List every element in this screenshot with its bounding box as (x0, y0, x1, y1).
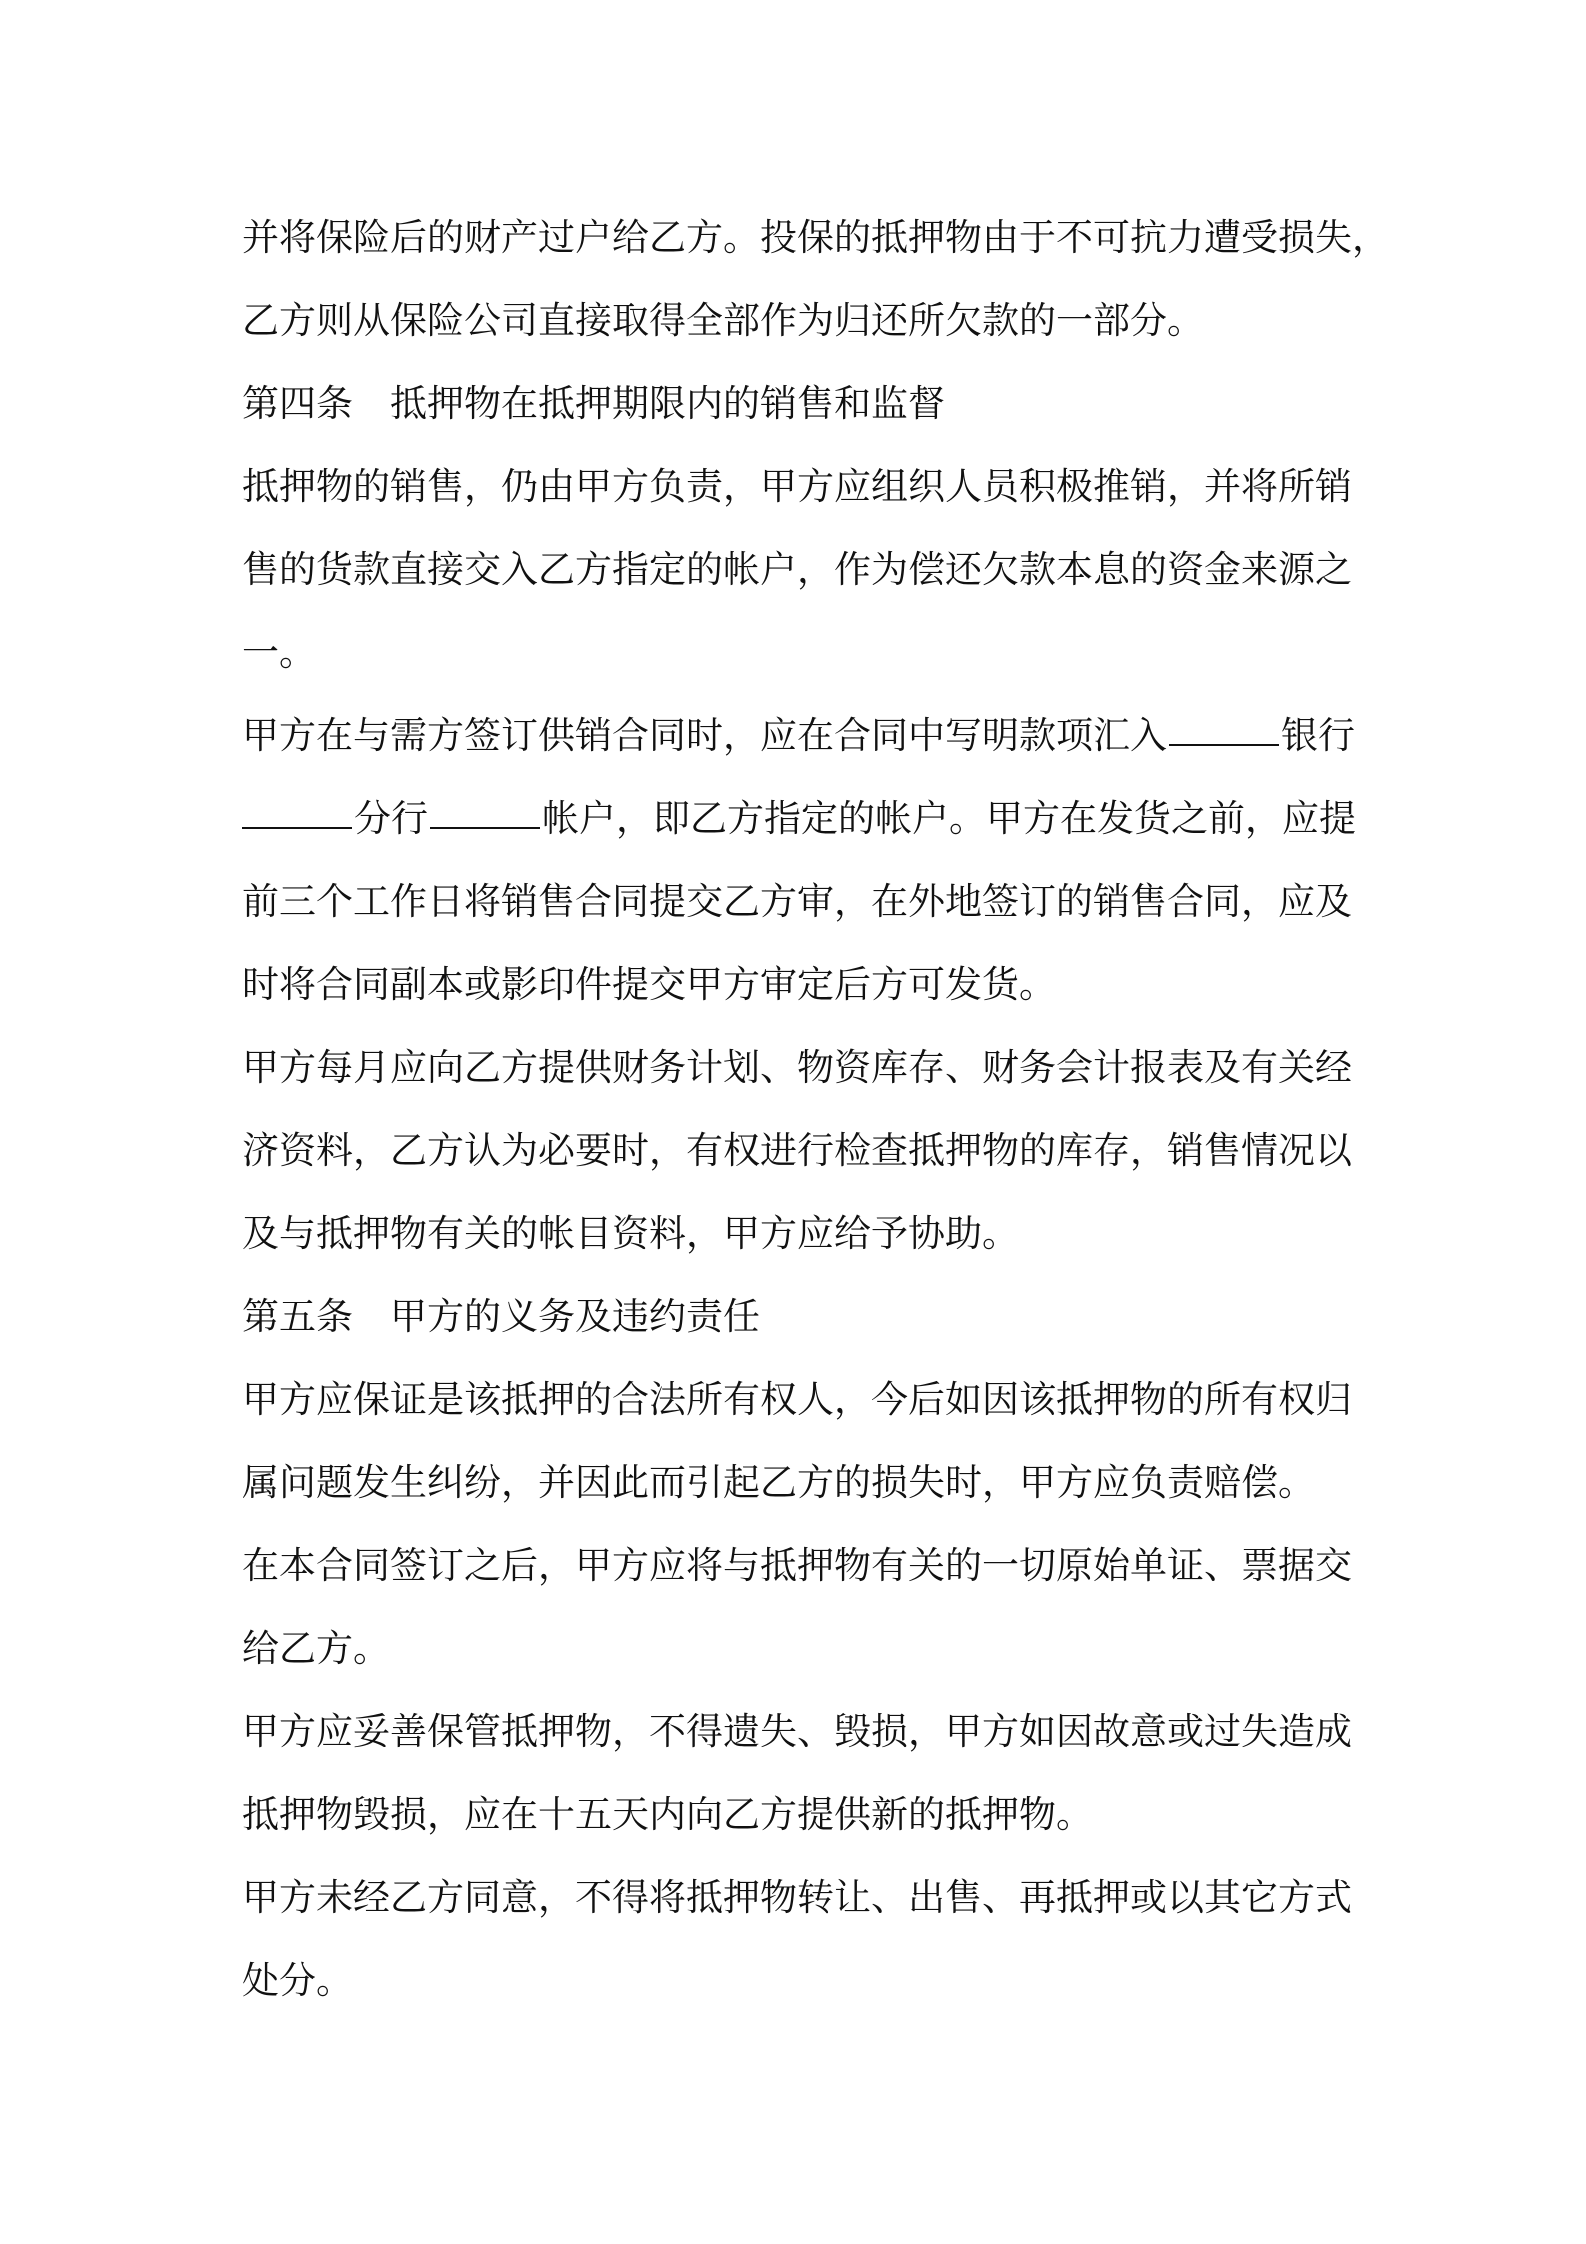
paragraph-line: 及与抵押物有关的帐目资料，甲方应给予协助。 (242, 1212, 1019, 1255)
paragraph-line: 甲方应保证是该抵押的合法所有权人，今后如因该抵押物的所有权归 (242, 1378, 1352, 1421)
paragraph-line: 甲方应妥善保管抵押物，不得遗失、毁损，甲方如因故意或过失造成 (242, 1710, 1352, 1753)
paragraph-line: 处分。 (242, 1959, 353, 2002)
paragraph-line: 时将合同副本或影印件提交甲方审定后方可发货。 (242, 963, 1056, 1006)
section-heading-article-4: 第四条 抵押物在抵押期限内的销售和监督 (242, 382, 945, 425)
line-text: 分行 (354, 797, 428, 840)
fill-in-blank (1169, 744, 1279, 746)
paragraph-line-with-blank (242, 694, 1372, 777)
paragraph-line: 并将保险后的财产过户给乙方。投保的抵押物由于不可抗力遭受损失， (242, 216, 1389, 259)
paragraph-line: 前三个工作日将销售合同提交乙方审，在外地签订的销售合同，应及 (242, 880, 1352, 923)
line-text: 甲方在与需方签订供销合同时，应在合同中写明款项汇入 (242, 714, 1167, 757)
paragraph-line: 抵押物的销售，仍由甲方负责，甲方应组织人员积极推销，并将所销 (242, 465, 1352, 508)
paragraph-line: 乙方则从保险公司直接取得全部作为归还所欠款的一部分。 (242, 299, 1204, 342)
paragraph-line: 甲方未经乙方同意，不得将抵押物转让、出售、再抵押或以其它方式 (242, 1876, 1352, 1919)
paragraph-line: 一。 (242, 631, 316, 674)
document-body (242, 196, 1389, 2022)
paragraph-line: 属问题发生纠纷，并因此而引起乙方的损失时，甲方应负责赔偿。 (242, 1461, 1315, 1504)
paragraph-line: 甲方每月应向乙方提供财务计划、物资库存、财务会计报表及有关经 (242, 1046, 1352, 1089)
fill-in-blank (242, 827, 352, 829)
paragraph-line: 给乙方。 (242, 1627, 390, 1670)
section-heading-article-5: 第五条 甲方的义务及违约责任 (242, 1295, 760, 1338)
fill-in-blank (430, 827, 540, 829)
paragraph-line: 抵押物毁损，应在十五天内向乙方提供新的抵押物。 (242, 1793, 1093, 1836)
line-text: 银行 (1281, 714, 1355, 757)
paragraph-line-with-blank (242, 777, 1372, 860)
paragraph-line: 售的货款直接交入乙方指定的帐户，作为偿还欠款本息的资金来源之 (242, 548, 1352, 591)
paragraph-line: 济资料，乙方认为必要时，有权进行检查抵押物的库存，销售情况以 (242, 1129, 1352, 1172)
line-text: 帐户，即乙方指定的帐户。甲方在发货之前，应提 (542, 797, 1356, 840)
paragraph-line: 在本合同签订之后，甲方应将与抵押物有关的一切原始单证、票据交 (242, 1544, 1352, 1587)
